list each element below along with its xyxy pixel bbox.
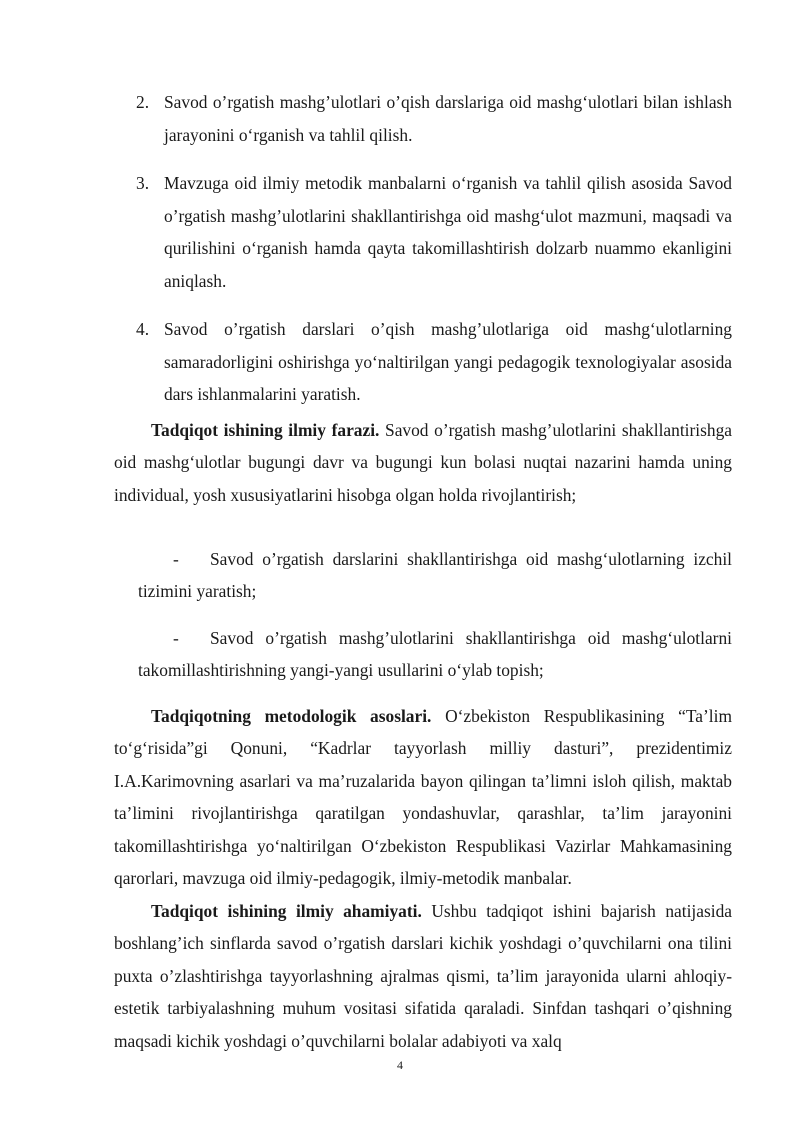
dash-item — [138, 622, 732, 687]
methodology-text: O‘zbekiston Respublikasining “Ta’lim to‘g‘risida”gi Qonuni, “Kadrlar tayyorlash milliy dasturi”, prezidentimiz I.A.Karimovning asarlari va ma’ruzalarida bayon qilingan ta’limni isloh qilish, maktab ta’limini rivojlantirishga qaratilgan yondashuvlar, qarashlar, ta’lim jarayonini takomillashtirishga yo‘naltirilgan O‘zbekiston Respublikasi Vazirlar Mahkamasining qarorlari, mavzuga oid ilmiy-pedagogik, ilmiy-metodik manbalar. — [114, 706, 733, 889]
list-item-text: Savod o’rgatish mashg’ulotlari o’qish darslariga oid mashg‘ulotlari bilan ishlash jarayonini o‘rganish va tahlil qilish. — [164, 92, 732, 145]
hypothesis-paragraph — [114, 414, 732, 511]
list-item-number: 2. — [136, 92, 150, 112]
methodology-heading: Tadqiqotning metodologik asoslari. — [151, 706, 432, 726]
list-item-text: Savod o’rgatish darslari o’qish mashg’ulotlariga oid mashg‘ulotlarning samaradorligini oshirishga yo‘naltirilgan yangi pedagogik texnologiyalar asosida dars ishlanmalarini yaratish. — [164, 319, 732, 404]
dash-mark: - — [173, 628, 179, 648]
page-number: 4 — [397, 1058, 403, 1072]
significance-paragraph — [114, 895, 732, 1057]
dash-item-text: Savod o’rgatish mashg’ulotlarini shakllantirishga oid mashg‘ulotlarni takomillashtirishning yangi-yangi usullarini o‘ylab topish; — [138, 628, 732, 681]
list-item-number: 4. — [136, 319, 150, 339]
methodology-paragraph — [114, 700, 732, 894]
list-item — [136, 313, 732, 411]
significance-text: Ushbu tadqiqot ishini bajarish natijasida boshlang’ich sinflarda savod o’rgatish darslari kichik yoshdagi o’quvchilarni ona tilini puxta o’zlashtirishga tayyorlashning ajralmas qismi, ta’lim jarayonida ularni ahloqiy-estetik tarbiyalashning muhum vositasi sifatida qaraladi. Sinfdan tashqari o’qishning maqsadi kichik yoshdagi o’quvchilarni bolalar adabiyoti va xalq — [114, 901, 732, 1051]
significance-heading: Tadqiqot ishining ilmiy ahamiyati. — [151, 901, 422, 921]
list-item — [136, 167, 732, 297]
list-item-text: Mavzuga oid ilmiy metodik manbalarni o‘rganish va tahlil qilish asosida Savod o’rgatish mashg’ulotlarini shakllantirishga oid mashg‘ulot mazmuni, maqsadi va qurilishini o‘rganish hamda qayta takomillashtirish dolzarb nuammo ekanligini aniqlash. — [164, 173, 732, 291]
hypothesis-heading: Tadqiqot ishining ilmiy farazi. — [151, 420, 380, 440]
hypothesis-text: Savod o’rgatish mashg’ulotlarini shakllantirishga oid mashg‘ulotlar bugungi davr va bugungi kun bolasi nuqtai nazarini hamda uning individual, yosh xususiyatlarini hisobga olgan holda rivojlantirish; — [114, 420, 732, 505]
dash-mark: - — [173, 549, 179, 569]
list-item — [136, 86, 732, 151]
dash-item — [138, 543, 732, 608]
objectives-list — [136, 86, 732, 427]
dash-item-text: Savod o’rgatish darslarini shakllantirishga oid mashg‘ulotlarning izchil tizimini yaratish; — [138, 549, 732, 602]
list-item-number: 3. — [136, 173, 150, 193]
